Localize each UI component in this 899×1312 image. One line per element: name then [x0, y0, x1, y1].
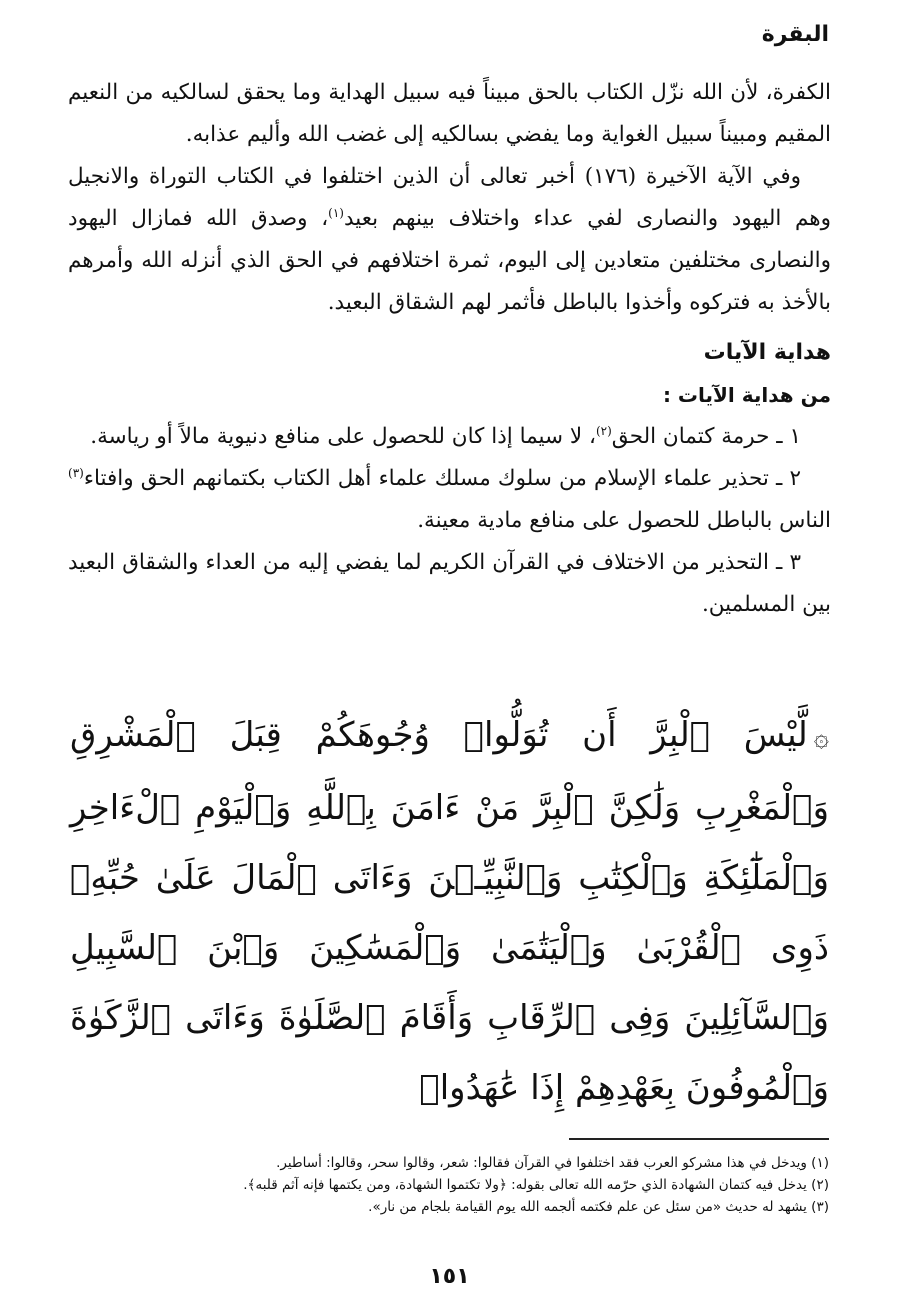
paragraph-2-part-a: وفي الآية الآخيرة (١٧٦) أخبر تعالى أن الذين اختلفوا في الكتاب التوراة والانجيل وهم اليهود والنصارى لفي عداء واختلاف بينهم بعيد — [68, 164, 832, 231]
footnote-ref-3: (٣) — [68, 465, 84, 480]
quran-verse-block — [70, 700, 829, 1123]
paragraph-1: الكفرة، لأن الله نزّل الكتاب بالحق مبيناً فيه سبيل الهداية وما يحقق لسالكيه من النعيم المقيم ومبيناً سبيل الغواية وما يفضي بسالكيه إلى غضب الله وأليم عذابه. — [68, 80, 831, 147]
footnote-ref-1: (١) — [328, 205, 344, 220]
quran-verse — [70, 700, 829, 1123]
footnote-2: (٢) يدخل فيه كتمان الشهادة الذي حرّمه الله تعالى بقوله: ﴿ولا تكتموا الشهادة، ومن يكتمها فإنه آثم قلبه﴾. — [243, 1177, 829, 1193]
rub-el-hizb-icon: ۞ — [813, 723, 829, 753]
commentary-body — [68, 72, 831, 626]
lesson-point-2-part-b: الناس بالباطل للحصول على منافع مادية معينة. — [417, 508, 831, 533]
section-heading: هداية الآيات — [703, 340, 831, 365]
paragraph-2-part-b: ، وصدق الله فمازال اليهود والنصارى مختلفين متعادين إلى اليوم، ثمرة اختلافهم في الحق الذي أنزله الله وأمرهم بالأخذ به فتركوه وأخذوا بالباطل فأثمر لهم الشقاق البعيد. — [68, 206, 831, 315]
quran-verse-text: لَّيْسَ ٱلْبِرَّ أَن تُوَلُّوا۟ وُجُوهَكُمْ قِبَلَ ٱلْمَشْرِقِ وَٱلْمَغْرِبِ وَلَٰكِنَّ ٱلْبِرَّ مَنْ ءَامَنَ بِٱللَّهِ وَٱلْيَوْمِ ٱلْءَاخِرِ وَٱلْمَلَٰٓئِكَةِ وَٱلْكِتَٰبِ وَٱلنَّبِيِّـۧنَ وَءَاتَى ٱلْمَالَ عَلَىٰ حُبِّهِۦ ذَوِى ٱلْقُرْبَىٰ وَٱلْيَتَٰمَىٰ وَٱلْمَسَٰكِينَ وَٱبْنَ ٱلسَّبِيلِ وَٱلسَّآئِلِينَ وَفِى ٱلرِّقَابِ وَأَقَامَ ٱلصَّلَوٰةَ وَءَاتَى ٱلزَّكَوٰةَ وَٱلْمُوفُونَ بِعَهْدِهِمْ إِذَا عَٰهَدُوا۟ — [70, 715, 829, 1108]
footnote-1: (١) ويدخل في هذا مشركو العرب فقد اختلفوا في القرآن فقالوا: شعر، وقالوا سحر، وقالوا: أساطير. — [276, 1155, 829, 1171]
paragraph-2 — [68, 156, 831, 324]
lesson-point-1-part-b: ، لا سيما إذا كان للحصول على منافع دنيوية مالاً أو رياسة. — [90, 424, 596, 449]
surah-header: البقرة — [761, 22, 829, 47]
lesson-point-1 — [68, 416, 831, 458]
page-number: ١٥١ — [429, 1264, 470, 1289]
lesson-point-1-part-a: ١ ـ حرمة كتمان الحق — [611, 424, 801, 449]
section-subheading: من هداية الآيات : — [662, 383, 831, 407]
footnote-ref-2: (٢) — [595, 423, 612, 438]
lesson-point-2-part-a: ٢ ـ تحذير علماء الإسلام من سلوك مسلك علماء أهل الكتاب بكتمانهم الحق وافتاء — [83, 466, 801, 491]
footnote-divider — [569, 1138, 829, 1140]
lesson-point-2 — [68, 458, 831, 542]
lesson-point-3: ٣ ـ التحذير من الاختلاف في القرآن الكريم لما يفضي إليه من العداء والشقاق البعيد بين المسلمين. — [68, 550, 831, 617]
footnotes — [70, 1152, 829, 1218]
footnote-3: (٣) يشهد له حديث «من سئل عن علم فكتمه ألجمه الله يوم القيامة بلجام من نار». — [368, 1199, 829, 1215]
